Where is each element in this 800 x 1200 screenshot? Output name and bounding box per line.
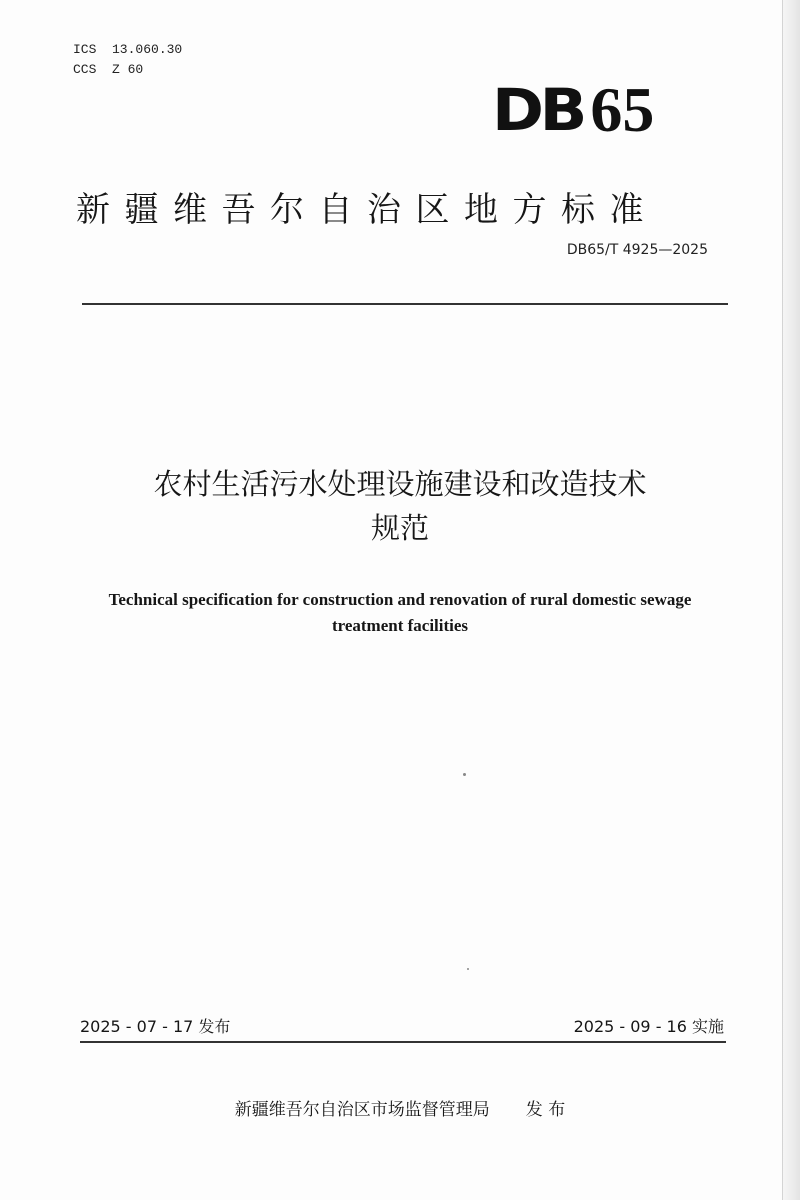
english-title-line-2: treatment facilities xyxy=(331,616,469,635)
header-divider xyxy=(82,303,728,305)
ics-code: ICS 13.060.30 xyxy=(73,42,183,57)
scan-speck xyxy=(467,968,469,970)
implementation-date: 2025 - 09 - 16 实施 xyxy=(573,1017,724,1036)
db-logo-prefix: DB xyxy=(492,76,584,144)
standard-level-title: 新疆维吾尔自治区地方标准 xyxy=(76,190,658,230)
chinese-title-line-1: 农村生活污水处理设施建设和改造技术 xyxy=(153,467,647,501)
footer-divider xyxy=(80,1041,726,1043)
chinese-title xyxy=(0,462,800,550)
db65-logo xyxy=(492,74,655,145)
issuing-authority xyxy=(0,1097,800,1123)
scan-speck xyxy=(463,773,466,776)
chinese-title-line-2: 规范 xyxy=(370,511,429,545)
issuer-name: 新疆维吾尔自治区市场监督管理局 xyxy=(234,1100,490,1120)
english-title xyxy=(0,587,800,639)
english-title-line-1: Technical specification for construction and renovation of rural domestic sewage xyxy=(108,590,692,609)
issue-date: 2025 - 07 - 17 发布 xyxy=(80,1017,231,1036)
ccs-code: CCS Z 60 xyxy=(73,62,144,77)
db-logo-number: 65 xyxy=(590,74,655,145)
issuer-action: 发 布 xyxy=(525,1100,566,1120)
classification-codes xyxy=(73,40,182,80)
standard-number: DB65/T 4925—2025 xyxy=(566,242,708,258)
